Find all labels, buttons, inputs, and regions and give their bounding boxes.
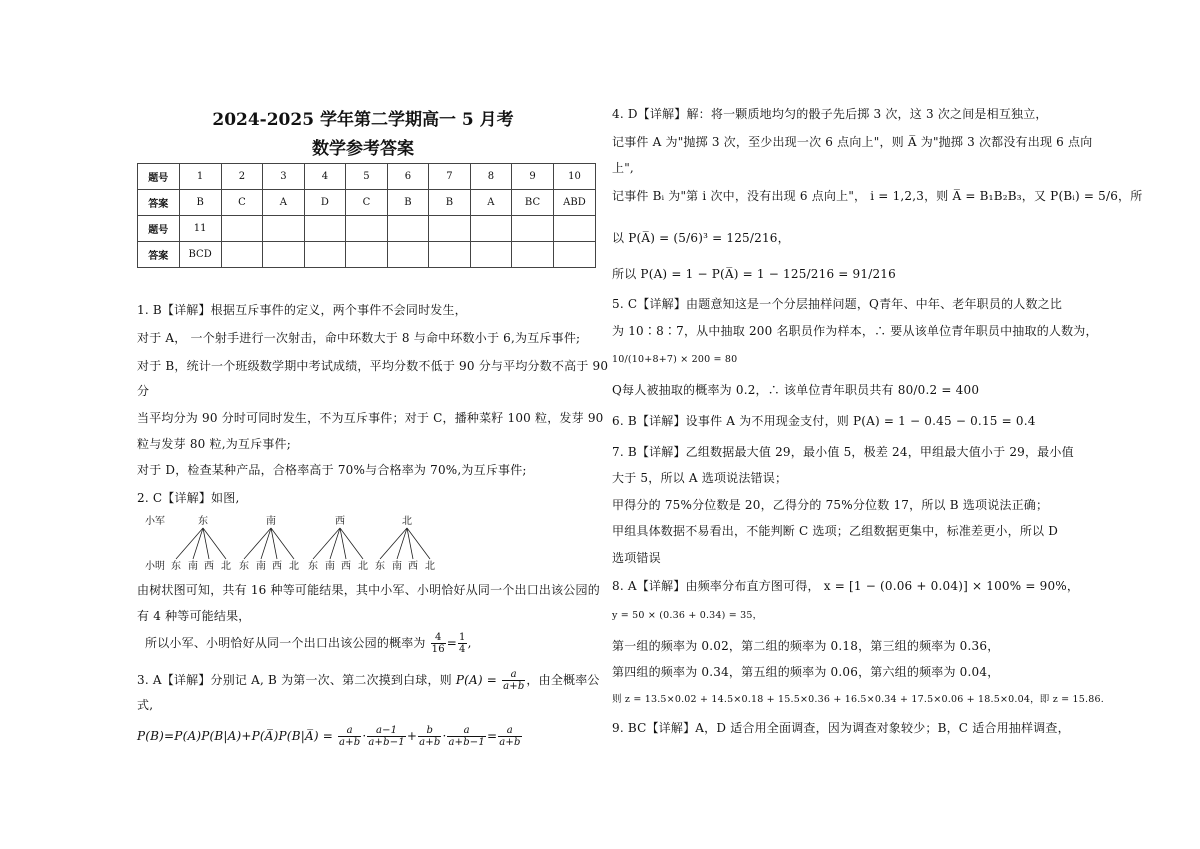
answer-table-cell: 9 (512, 164, 554, 190)
q2-head: 2. C【详解】如图, (137, 491, 240, 505)
tree-leaf: 北 (289, 561, 299, 572)
tree-leaf: 南 (325, 561, 335, 572)
tree-leaf: 东 (308, 561, 318, 572)
answer-table-cell: B (179, 190, 221, 216)
answer-table-row-label: 答案 (138, 242, 180, 268)
answer-table-cell: ABD (553, 190, 595, 216)
q7-line: 甲组具体数据不易看出，不能判断 C 选项；乙组数据更集中，标准差更小，所以 D (612, 524, 1059, 538)
tree-branch (193, 528, 203, 559)
q5-line: 10/(10+8+7) × 200 = 80 (612, 354, 738, 365)
answer-table-cell: 11 (179, 216, 221, 242)
tree-leaf: 东 (239, 561, 249, 572)
answer-table-cell (263, 242, 304, 268)
q7-line: 甲得分的 75%分位数是 20，乙得分的 75%分位数 17，所以 B 选项说法正确； (612, 498, 1049, 512)
q2-body-line: 由树状图可知，共有 16 种等可能结果，其中小军、小明恰好从同一个出口出该公园的 (137, 583, 600, 597)
q4-line: 以 P(A̅) = (5/6)³ = 125/216， (612, 231, 790, 245)
answer-table-row (138, 190, 596, 216)
tree-leaf: 西 (204, 561, 214, 572)
tree-branch (261, 528, 271, 559)
tree-branch (330, 528, 340, 559)
q7-line: 大于 5，所以 A 选项说法错误； (612, 471, 788, 485)
answer-table-cell (512, 242, 554, 268)
q9-line: 9. BC【详解】A，D 适合用全面调查，因为调查对象较少；B，C 适合用抽样调查， (612, 721, 1070, 735)
tree-branch (380, 528, 407, 559)
tree-leaf: 北 (358, 561, 368, 572)
tree-row1-label: 小军 (145, 516, 165, 527)
answer-table-cell (346, 242, 388, 268)
q2-body-line: 有 4 种等可能结果， (137, 609, 251, 623)
answer-table (137, 163, 596, 268)
tree-branch (397, 528, 407, 559)
q2-prob-prefix: 所以小军、小明恰好从同一个出口出该公园的概率为 (145, 636, 426, 650)
q4-line: 所以 P(A) = 1 − P(A̅) = 1 − 125/216 = 91/216 (612, 267, 896, 281)
tree-leaf: 南 (392, 561, 402, 572)
tree-leaf: 北 (221, 561, 231, 572)
answer-table-cell (263, 216, 304, 242)
answer-table-cell: A (263, 190, 304, 216)
q3-formula: P(B)=P(A)P(B|A)+P(A̅)P(B|A̅) = $\frac{a}{a+b}$ · $\frac{a-1}{a+b-1}$ + $\frac{b}{a+b}$ · $\frac{a}{a+b-1}$ = $\frac{a}{a+b}$ (137, 725, 521, 748)
answer-table-cell: 5 (346, 164, 388, 190)
tree-leaf: 南 (188, 561, 198, 572)
q4-line: 4. D【详解】解：将一颗质地均匀的骰子先后掷 3 次，这 3 次之间是相互独立， (612, 107, 1048, 121)
answer-table-cell: 3 (263, 164, 304, 190)
q7-line: 选项错误 (612, 551, 661, 565)
q4-line: 记事件 A 为"抛掷 3 次，至少出现一次 6 点向上"，则 A̅ 为"抛掷 3 次都没有出现 6 点向 (612, 135, 1093, 149)
answer-table-cell: D (304, 190, 346, 216)
tree-leaf: 西 (272, 561, 282, 572)
answer-table-cell: BCD (179, 242, 221, 268)
q2-probability-line: 所以小军、小明恰好从同一个出口出该公园的概率为 $\frac{4}{16}$ = $\frac{1}{4}$ , (145, 632, 472, 655)
answer-table-cell (221, 242, 263, 268)
answer-table-cell: BC (512, 190, 554, 216)
q1-line: 1. B【详解】根据互斥事件的定义，两个事件不会同时发生， (137, 303, 467, 317)
answer-table-cell (429, 242, 471, 268)
tree-node: 北 (402, 516, 412, 527)
q1-line: 对于 B，统计一个班级数学期中考试成绩，平均分数不低于 90 分与平均分数不高于 90 (137, 359, 609, 373)
answer-table-cell: 8 (470, 164, 511, 190)
q3-line1: 3. A【详解】分别记 A, B 为第一次、第二次摸到白球，则 P(A) = $\frac{a}{a+b}$ ，由全概率公 (137, 669, 600, 692)
fraction: $\frac{1}{4}$ (459, 632, 466, 655)
answer-table-cell: B (387, 190, 429, 216)
answer-table-row (138, 216, 596, 242)
tree-leaf: 南 (256, 561, 266, 572)
answer-table-cell (470, 216, 511, 242)
answer-table-cell: C (221, 190, 263, 216)
tree-diagram (137, 512, 457, 574)
answer-table-cell (387, 242, 429, 268)
tree-leaf: 西 (341, 561, 351, 572)
page-subtitle: 数学参考答案 (312, 139, 414, 159)
answer-table-row-label: 答案 (138, 190, 180, 216)
answer-table-row-label: 题号 (138, 216, 180, 242)
tree-branch (340, 528, 363, 559)
q5-line: 5. C【详解】由题意知这是一个分层抽样问题，Q青年、中年、老年职员的人数之比 (612, 297, 1063, 311)
q1-line: 对于 D，检查某种产品，合格率高于 70%与合格率为 70%,为互斥事件; (137, 463, 527, 477)
q4-line: 上", (612, 161, 634, 175)
tree-branch (313, 528, 340, 559)
answer-table-cell (553, 216, 595, 242)
tree-row2-label: 小明 (145, 561, 165, 572)
answer-table-cell (304, 242, 346, 268)
q1-line: 对于 A， 一个射手进行一次射击，命中环数大于 8 与命中环数小于 6,为互斥事件; (137, 331, 581, 345)
answer-table-cell: 4 (304, 164, 346, 190)
tree-branch (271, 528, 294, 559)
tree-leaf: 西 (408, 561, 418, 572)
q3-line2: 式, (137, 698, 154, 712)
q1-line: 当平均分为 90 分时可同时发生，不为互斥事件；对于 C，播种菜籽 100 粒，发芽 90 (137, 411, 604, 425)
tree-branch (203, 528, 226, 559)
answer-table-cell: 10 (553, 164, 595, 190)
answer-table-cell: 7 (429, 164, 471, 190)
answer-table-cell (470, 242, 511, 268)
fraction: $\frac{4}{16}$ (431, 632, 445, 655)
q6-line: 6. B【详解】设事件 A 为不用现金支付，则 P(A) = 1 − 0.45 − 0.15 = 0.4 (612, 414, 1036, 428)
answer-table-cell (387, 216, 429, 242)
answer-table-cell: A (470, 190, 511, 216)
answer-table-cell: C (346, 190, 388, 216)
q8-line: 8. A【详解】由频率分布直方图可得， x = [1 − (0.06 + 0.04)] × 100% = 90%， (612, 579, 1080, 593)
q5-line: 为 10∶8∶7，从中抽取 200 名职员作为样本，∴ 要从该单位青年职员中抽取的人数为， (612, 324, 1098, 338)
q4-line: 记事件 Bᵢ 为"第 i 次中，没有出现 6 点向上"， i = 1,2,3，则 A̅ = B₁B₂B₃，又 P(Bᵢ) = 5/6，所 (612, 189, 1143, 203)
q5-line: Q每人被抽取的概率为 0.2，∴ 该单位青年职员共有 80/0.2 = 400 (612, 383, 980, 397)
tree-branch (244, 528, 271, 559)
q8-line: y = 50 × (0.36 + 0.34) = 35， (612, 610, 763, 621)
answer-table-cell: 1 (179, 164, 221, 190)
q8-line: 第四组的频率为 0.34，第五组的频率为 0.06，第六组的频率为 0.04， (612, 665, 1000, 679)
answer-table-cell: 6 (387, 164, 429, 190)
tree-leaf: 东 (171, 561, 181, 572)
answer-table-row (138, 164, 596, 190)
tree-node: 南 (266, 516, 276, 527)
answer-table-cell (553, 242, 595, 268)
tree-branch (407, 528, 430, 559)
tree-leaf: 北 (425, 561, 435, 572)
tree-node: 东 (198, 516, 208, 527)
page-title: 2024-2025 学年第二学期高一 5 月考 (212, 110, 514, 130)
q8-line: 第一组的频率为 0.02，第二组的频率为 0.18，第三组的频率为 0.36， (612, 639, 1000, 653)
answer-table-cell (429, 216, 471, 242)
fraction: $\frac{a}{a+b}$ (503, 669, 525, 692)
tree-branch (176, 528, 203, 559)
answer-table-row-label: 题号 (138, 164, 180, 190)
answer-table-cell (346, 216, 388, 242)
answer-table-cell: B (429, 190, 471, 216)
q8-line: 则 z = 13.5×0.02 + 14.5×0.18 + 15.5×0.36 + 16.5×0.34 + 17.5×0.06 + 18.5×0.04，即 z = 15.86. (612, 694, 1104, 705)
answer-table-cell (512, 216, 554, 242)
answer-table-cell (221, 216, 263, 242)
tree-node: 西 (335, 516, 345, 527)
answer-table-row (138, 242, 596, 268)
q7-line: 7. B【详解】乙组数据最大值 29，最小值 5，极差 24，甲组最大值小于 29，最小值 (612, 445, 1074, 459)
q1-line: 粒与发芽 80 粒,为互斥事件; (137, 437, 291, 451)
answer-table-cell: 2 (221, 164, 263, 190)
q1-line: 分 (137, 384, 150, 398)
answer-table-cell (304, 216, 346, 242)
tree-leaf: 东 (375, 561, 385, 572)
